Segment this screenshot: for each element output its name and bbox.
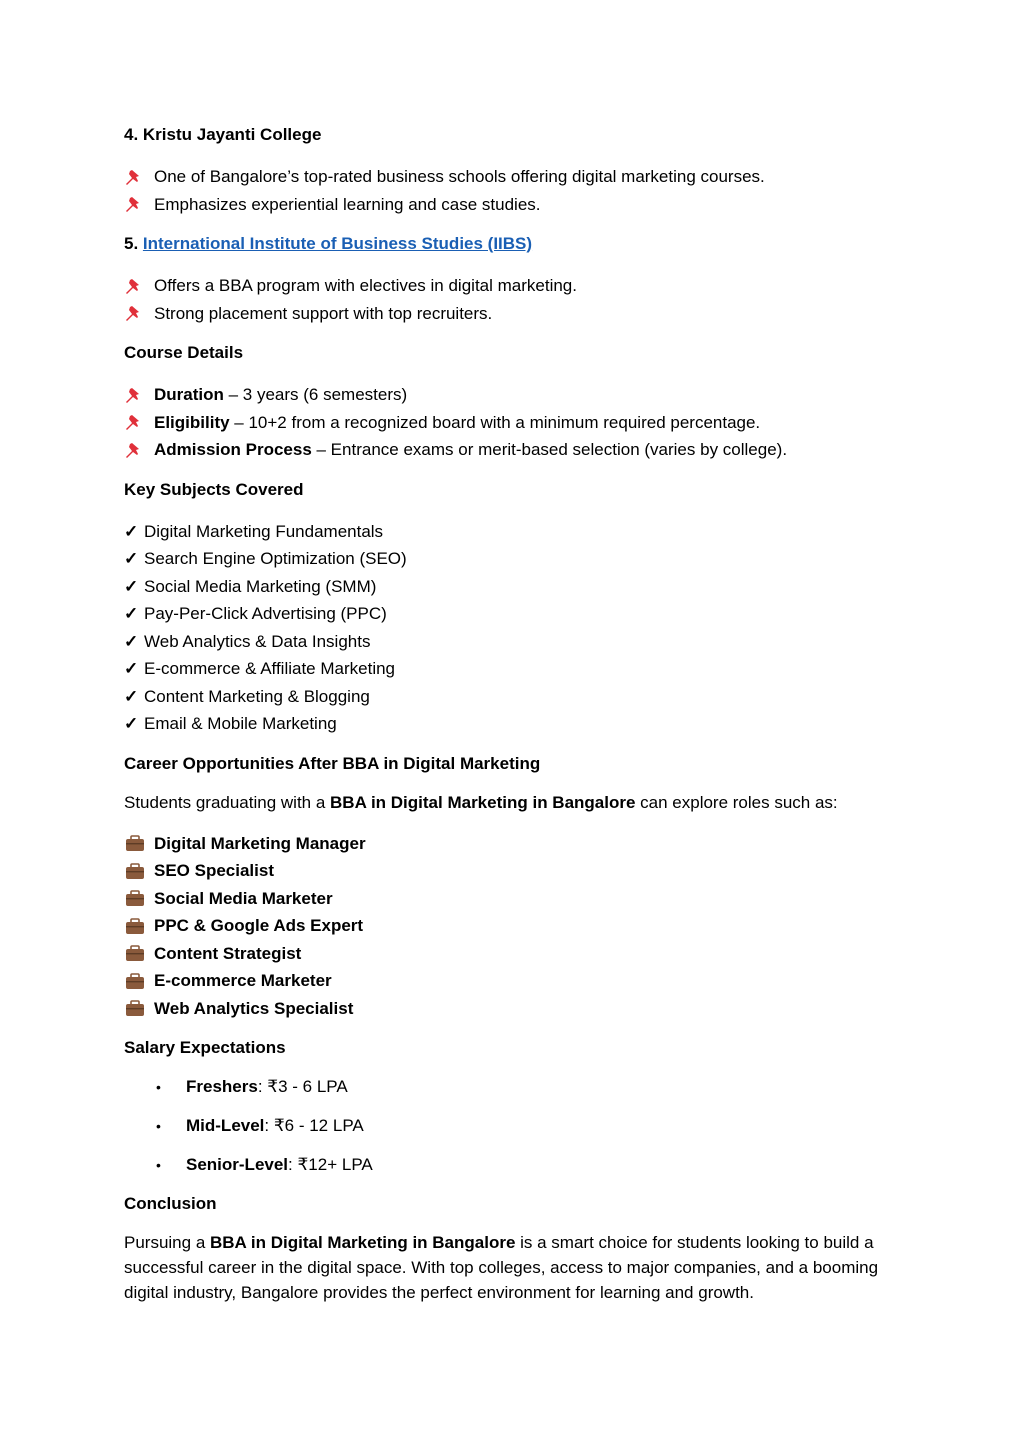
checkmark-icon: ✓ — [124, 576, 139, 596]
list-item: E-commerce Marketer — [124, 967, 904, 995]
checkmark-icon: ✓ — [124, 549, 139, 568]
briefcase-icon — [124, 998, 154, 1018]
checkmark-icon: ✓ — [124, 604, 139, 623]
list-item: ✓ Search Engine Optimization (SEO) — [124, 545, 904, 573]
salary-heading: Salary Expectations — [124, 1038, 286, 1057]
college5-heading: 5. International Institute of Business Studies (IIBS) — [124, 234, 533, 253]
list-item: PPC & Google Ads Expert — [124, 912, 904, 940]
checkmark-icon: ✓ — [124, 631, 139, 651]
college4-heading: 4. Kristu Jayanti College — [124, 125, 322, 144]
briefcase-icon — [124, 943, 154, 963]
list-item: • Mid-Level : ₹6 - 12 LPA — [124, 1113, 904, 1139]
briefcase-icon — [124, 971, 154, 991]
pushpin-icon — [124, 385, 154, 405]
briefcase-icon — [124, 833, 154, 853]
list-item: ✓ Content Marketing & Blogging — [124, 683, 904, 711]
iibs-link[interactable]: International Institute of Business Studies (IIBS) — [142, 234, 533, 253]
briefcase-icon — [124, 861, 154, 881]
list-item: SEO Specialist — [124, 857, 904, 885]
document-page — [124, 122, 904, 1305]
checkmark-icon: ✓ — [124, 686, 139, 706]
list-item: • Senior-Level : ₹12+ LPA — [124, 1152, 904, 1178]
list-item: One of Bangalore’s top-rated business schools offering digital marketing courses. — [124, 163, 904, 191]
list-item: ✓ Email & Mobile Marketing — [124, 710, 904, 738]
list-item: Web Analytics Specialist — [124, 995, 904, 1023]
course-details-heading: Course Details — [124, 343, 244, 362]
checkmark-icon: ✓ — [124, 659, 139, 678]
pushpin-icon — [124, 440, 154, 460]
list-item: Admission Process – Entrance exams or merit-based selection (varies by college). — [124, 436, 904, 464]
list-item: ✓ Social Media Marketing (SMM) — [124, 573, 904, 601]
conclusion-paragraph: Pursuing a BBA in Digital Marketing in Bangalore is a smart choice for students looking to build a successful career in the digital space. With top colleges, access to major companies, and a booming digital industry, Bangalore provides the perfect environment for learning and growth. — [124, 1233, 883, 1302]
subjects-heading: Key Subjects Covered — [124, 479, 304, 499]
list-item: • Freshers : ₹3 - 6 LPA — [124, 1074, 904, 1100]
pushpin-icon — [124, 276, 154, 296]
list-item: Emphasizes experiential learning and case studies. — [124, 191, 904, 219]
list-item: Duration – 3 years (6 semesters) — [124, 381, 904, 409]
list-item: Content Strategist — [124, 940, 904, 968]
list-item: Eligibility – 10+2 from a recognized board with a minimum required percentage. — [124, 409, 904, 437]
list-item: ✓ E-commerce & Affiliate Marketing — [124, 655, 904, 683]
pushpin-icon — [124, 412, 154, 432]
pushpin-icon — [124, 303, 154, 323]
pushpin-icon — [124, 194, 154, 214]
briefcase-icon — [124, 916, 154, 936]
careers-heading: Career Opportunities After BBA in Digital Marketing — [124, 753, 541, 773]
checkmark-icon: ✓ — [124, 521, 139, 541]
bullet-icon: • — [156, 1079, 161, 1095]
bullet-icon: • — [156, 1157, 161, 1173]
subjects-list — [124, 518, 904, 738]
conclusion-heading: Conclusion — [124, 1194, 217, 1213]
careers-intro: Students graduating with a BBA in Digital Marketing in Bangalore can explore roles such as: — [124, 792, 838, 812]
briefcase-icon — [124, 888, 154, 908]
list-item: Digital Marketing Manager — [124, 830, 904, 858]
pushpin-icon — [124, 167, 154, 187]
list-item: Social Media Marketer — [124, 885, 904, 913]
checkmark-icon: ✓ — [124, 714, 139, 733]
list-item: Strong placement support with top recruiters. — [124, 300, 904, 328]
list-item: Offers a BBA program with electives in digital marketing. — [124, 272, 904, 300]
list-item: ✓ Pay-Per-Click Advertising (PPC) — [124, 600, 904, 628]
bullet-icon: • — [156, 1118, 161, 1134]
list-item: ✓ Digital Marketing Fundamentals — [124, 518, 904, 546]
roles-list — [124, 830, 904, 1023]
list-item: ✓ Web Analytics & Data Insights — [124, 628, 904, 656]
